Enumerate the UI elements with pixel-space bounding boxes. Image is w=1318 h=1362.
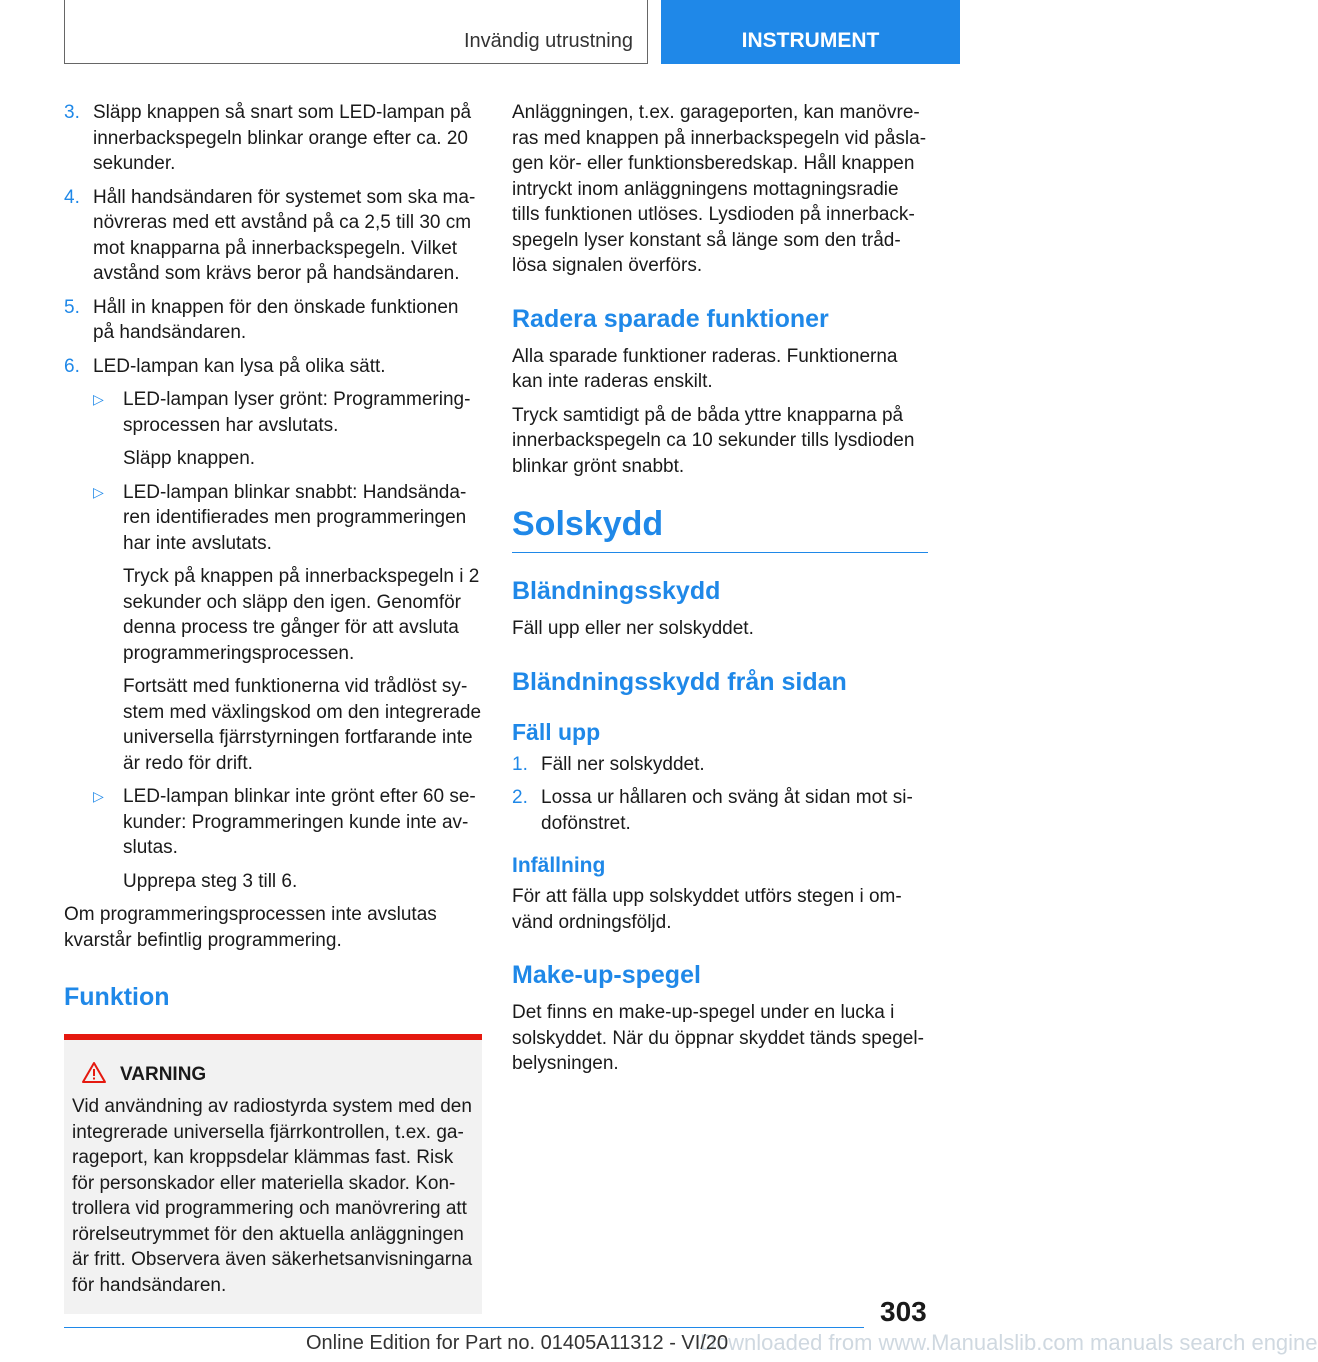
triangle-bullet-icon: ▷ bbox=[93, 391, 104, 407]
sub-bullet-paragraph: Fortsätt med funktionerna vid trådlöst system med växlingskod om den integrerade universella fjärrstyrningen fortfarande inte är redo för drift. bbox=[123, 676, 482, 774]
infallning-paragraph: För att fälla upp solskyddet utförs stegen i omvänd ordningsföljd. bbox=[512, 886, 902, 933]
heading-funktion: Funktion bbox=[64, 983, 170, 1011]
warning-title: VARNING bbox=[120, 1064, 207, 1085]
left-column bbox=[64, 100, 482, 1314]
header-section-title: Invändig utrustning bbox=[463, 30, 633, 52]
header-chapter-tab[interactable] bbox=[661, 0, 960, 64]
step-4 bbox=[64, 185, 482, 287]
step-text: Håll handsändaren för systemet som ska manövreras med ett avstånd på ca 2,5 till 30 cm mot knapparna på innerbackspegeln. Vilket avstånd som krävs beror på handsändaren. bbox=[93, 186, 476, 284]
footer-edition: Online Edition for Part no. 01405A11312 - VI/20 bbox=[306, 1332, 729, 1354]
step-5 bbox=[64, 295, 482, 346]
step-number: 1. bbox=[512, 753, 528, 775]
heading-fall-upp: Fäll upp bbox=[512, 718, 601, 745]
intro-paragraph: Anläggningen, t.ex. garageporten, kan manövreras med knappen på innerbackspegeln vid påslagen kör- eller funktionsberedskap. Håll knappen intryckt inom anläggningens mottagningsradie tills funktionen utlöses. Lysdioden på innerbackspegeln lyser konstant så länge som den trådlösa signalen överförs. bbox=[512, 102, 927, 276]
right-column bbox=[512, 100, 928, 1077]
step-number: 5. bbox=[64, 296, 80, 318]
step-number: 2. bbox=[512, 787, 528, 808]
header-section-box bbox=[64, 0, 648, 64]
step-3 bbox=[64, 100, 482, 177]
step-text: Fäll ner solskyddet. bbox=[541, 753, 705, 775]
sub-bullet-paragraph: Upprepa steg 3 till 6. bbox=[123, 870, 298, 892]
heading-makeup-spegel: Make-up-spegel bbox=[512, 961, 701, 989]
step-text: Håll in knappen för den önskade funktionen på handsändaren. bbox=[93, 296, 459, 343]
step-text: Lossa ur hållaren och sväng åt sidan mot sidofönstret. bbox=[541, 787, 913, 834]
step-text: LED-lampan kan lysa på olika sätt. bbox=[93, 355, 386, 377]
sub-bullet-text: LED-lampan blinkar inte grönt efter 60 sekunder: Programmeringen kunde inte avslutas. bbox=[123, 786, 476, 858]
triangle-bullet-icon: ▷ bbox=[93, 788, 104, 804]
radera-paragraph-1: Alla sparade funktioner raderas. Funktionerna kan inte raderas enskilt. bbox=[512, 345, 898, 392]
step-number: 6. bbox=[64, 355, 80, 377]
header-chapter-label: INSTRUMENT bbox=[741, 29, 880, 52]
heading-blandningsskydd: Bländningsskydd bbox=[512, 577, 721, 605]
step-number: 3. bbox=[64, 102, 80, 123]
warning-triangle-icon bbox=[82, 1062, 106, 1088]
warning-text: Vid användning av radiostyrda system med den integrerade universella fjärrkontrollen, t.ex. garageport, kan kroppsdelar klämmas fast. Risk för personskador eller materiella skador. Kontrollera vid programmering och manövrering att rörelseutrymmet för den aktuella anläggningen är fritt. Observera även säkerhetsanvisningarna för handsändaren. bbox=[72, 1096, 473, 1296]
sub-bullet-text: LED-lampan blinkar snabbt: Handsändaren identifierades men programmeringen har inte avslutats. bbox=[123, 481, 467, 554]
page-number: 303 bbox=[880, 1296, 927, 1327]
sub-bullet-text: LED-lampan lyser grönt: Programmeringsprocessen har avslutats. bbox=[123, 389, 471, 436]
sub-bullet-no-green bbox=[93, 784, 482, 861]
sub-bullet-green bbox=[93, 387, 482, 438]
fall-step-1 bbox=[512, 752, 928, 778]
step-text: Släpp knappen så snart som LED-lampan på innerbackspegeln blinkar orange efter ca. 20 sekunder. bbox=[93, 102, 472, 174]
heading-infallning: Infällning bbox=[512, 854, 606, 877]
warning-box bbox=[64, 1034, 482, 1314]
sub-bullet-paragraph: Tryck på knappen på innerbackspegeln i 2 sekunder och släpp den igen. Genomför denna process tre gånger för att avsluta programmeringsprocessen. bbox=[123, 566, 480, 664]
heading-radera: Radera sparade funktioner bbox=[512, 304, 829, 333]
step-6 bbox=[64, 354, 482, 380]
blandningsskydd-paragraph: Fäll upp eller ner solskyddet. bbox=[512, 618, 754, 639]
footer-rule bbox=[64, 1327, 864, 1328]
heading-blandningsskydd-sidan: Bländningsskydd från sidan bbox=[512, 667, 847, 696]
sub-bullet-paragraph: Släpp knappen. bbox=[123, 448, 256, 469]
step-number: 4. bbox=[64, 186, 80, 208]
makeup-paragraph: Det finns en make-up-spegel under en lucka i solskyddet. När du öppnar skyddet tänds spegelbelysningen. bbox=[512, 1002, 924, 1074]
triangle-bullet-icon: ▷ bbox=[93, 483, 104, 500]
fall-step-2 bbox=[512, 785, 928, 836]
sub-bullet-fast-blink bbox=[93, 480, 482, 557]
heading-solskydd: Solskydd bbox=[512, 505, 928, 553]
closing-paragraph: Om programmeringsprocessen inte avslutas kvarstår befintlig programmering. bbox=[64, 904, 437, 951]
watermark: Downloaded from www.Manualslib.com manuals search engine bbox=[700, 1330, 1318, 1355]
warning-header bbox=[82, 1062, 474, 1088]
radera-paragraph-2: Tryck samtidigt på de båda yttre knapparna på innerbackspegeln ca 10 sekunder tills lysdioden blinkar grönt snabbt. bbox=[512, 404, 915, 477]
